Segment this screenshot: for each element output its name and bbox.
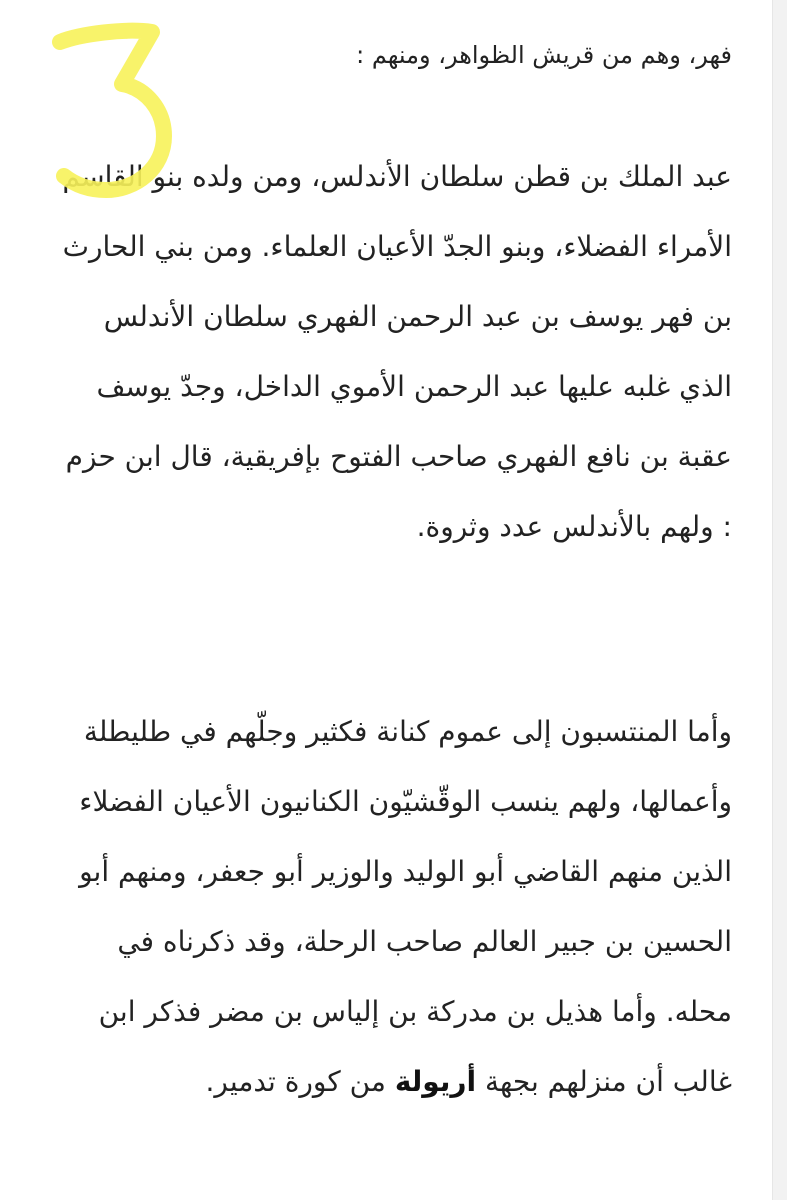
paragraph-2-end: من كورة تدمير. xyxy=(205,1065,386,1098)
heading-line: فهر، وهم من قريش الظواهر، ومنهم : xyxy=(356,41,732,69)
paragraph-2-text: وأما المنتسبون إلى عموم كنانة فكثير وجلّهم في طليطلة وأعمالها، ولهم ينسب الوقّشيّون الكنانيون الأعيان الفضلاء الذين منهم القاضي أبو الوليد والوزير أبو جعفر، ومنهم أبو الحسين بن جبير العالم صاحب الرحلة، وقد ذكرناه في محله. وأما هذيل بن مدركة بن إلياس بن مضر فذكر ابن غالب أن منزلهم بجهة xyxy=(79,715,732,1098)
highlighted-place-name: أريولة xyxy=(394,1065,477,1098)
paragraph-1: عبد الملك بن قطن سلطان الأندلس، ومن ولده بنو القاسم الأمراء الفضلاء، وبنو الجدّ الأعيان العلماء. ومن بني الحارث بن فهر يوسف بن عبد الرحمن الفهري سلطان الأندلس الذي غلبه عليها عبد الرحمن الأموي الداخل، وجدّ يوسف عقبة بن نافع الفهري صاحب الفتوح بإفريقية، قال ابن حزم : ولهم بالأندلس عدد وثروة. xyxy=(62,160,732,543)
paragraph-2 xyxy=(56,697,732,1117)
scrollbar[interactable] xyxy=(772,0,787,1200)
